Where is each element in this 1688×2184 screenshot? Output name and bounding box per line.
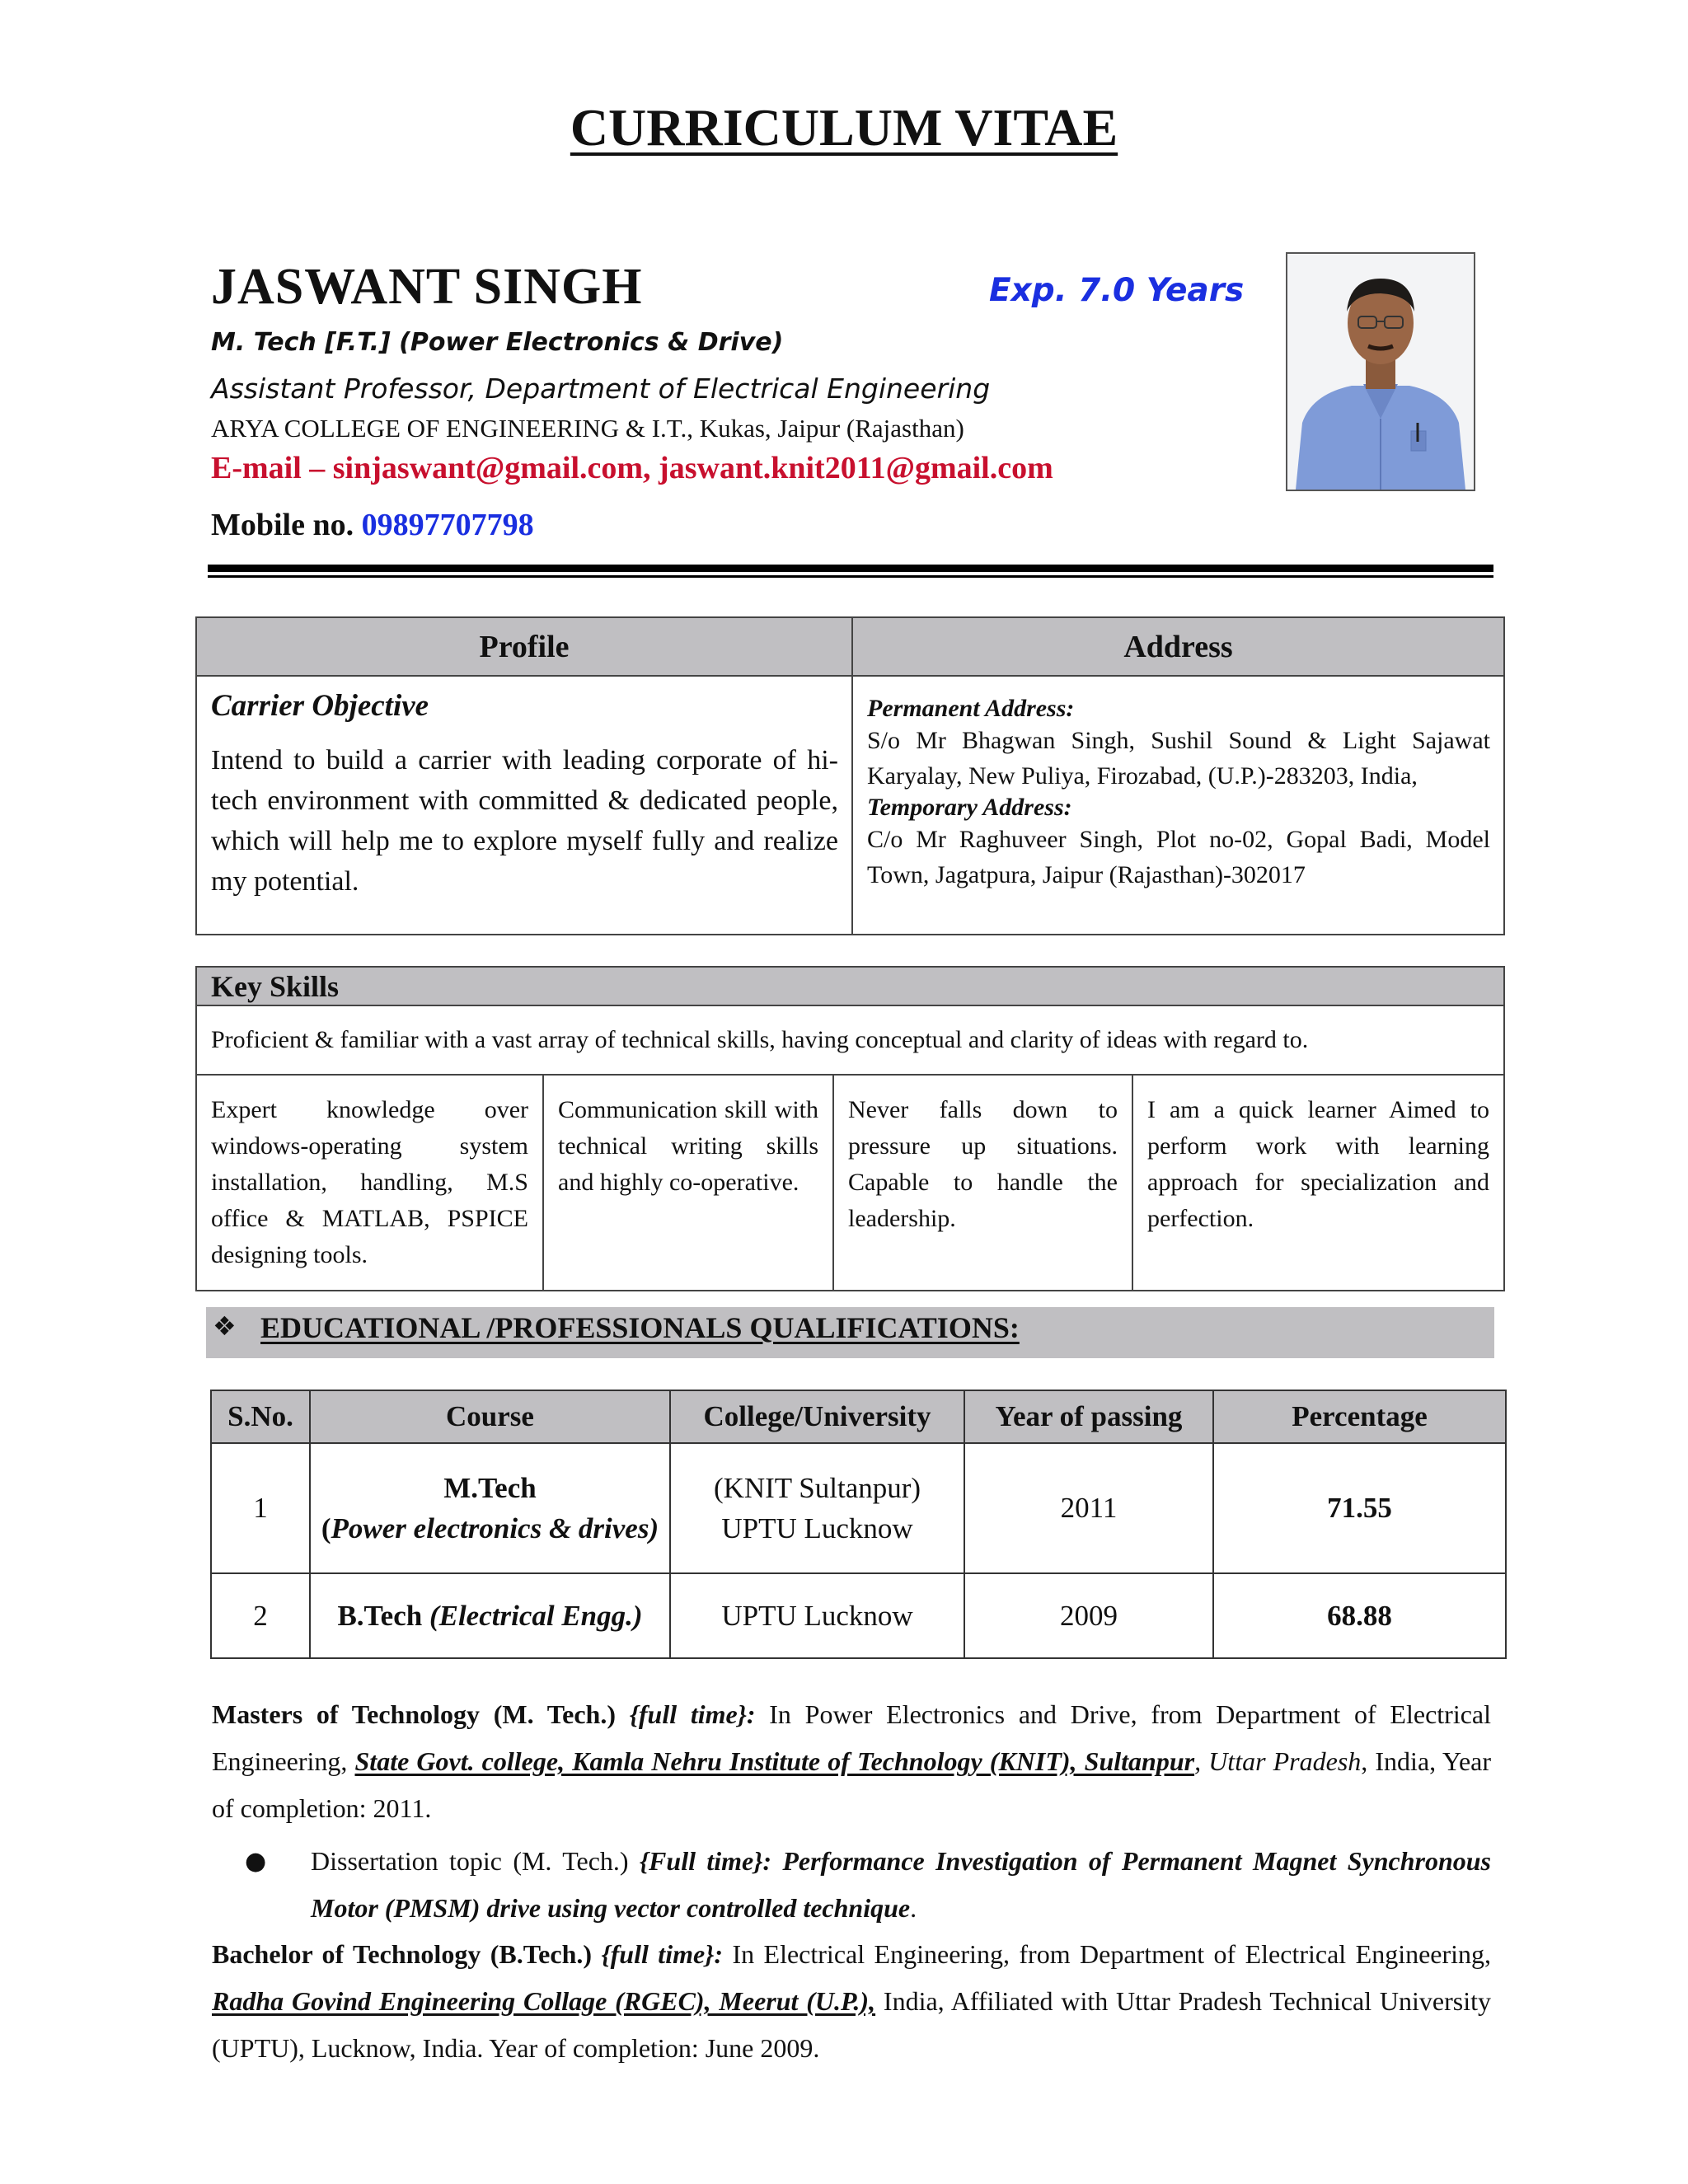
header-divider-thick — [208, 565, 1493, 572]
dissertation-title: {Full time}: Performance Investigation of Permanent Magnet Synchronous Motor (PMSM) drive using vector controlled technique — [311, 1846, 1491, 1923]
degree-line: M. Tech [F.T.] (Power Electronics & Drive) — [211, 328, 784, 357]
header-divider-thin — [208, 575, 1493, 578]
key-skills-intro: Proficient & familiar with a vast array of technical skills, having conceptual and clarity of ideas with regard to. — [196, 1005, 1504, 1075]
list-item — [212, 1838, 1491, 1932]
designation-line: Assistant Professor, Department of Electrical Engineering — [211, 373, 991, 405]
mtech-state: Uttar Pradesh — [1208, 1746, 1362, 1776]
table-row — [211, 1443, 1506, 1573]
course-main: M.Tech — [443, 1472, 537, 1504]
college-cell — [670, 1443, 964, 1573]
portrait-illustration — [1287, 254, 1474, 490]
column-header: S.No. — [211, 1390, 310, 1443]
dissertation-text — [311, 1838, 1491, 1932]
course-main: B.Tech — [337, 1599, 423, 1632]
profile-photo — [1286, 252, 1475, 491]
experience-label: Exp. 7.0 Years — [989, 272, 1245, 309]
course-sub: (Electrical Engg.) — [429, 1599, 643, 1632]
college-cell: UPTU Lucknow — [670, 1573, 964, 1658]
btech-text: In Electrical Engineering, from Department of Electrical Engineering, — [732, 1939, 1492, 1969]
mtech-completion: , India, Year of completion: 2011. — [212, 1746, 1492, 1823]
btech-mode: {full time}: — [601, 1939, 723, 1969]
percentage-cell: 71.55 — [1213, 1443, 1506, 1573]
mtech-mode: {full time}: — [629, 1699, 756, 1729]
education-table — [210, 1390, 1507, 1659]
permanent-address-text: S/o Mr Bhagwan Singh, Sushil Sound & Light Sajawat Karyalay, New Puliya, Firozabad, (U.P.)-283203, India, — [867, 727, 1490, 790]
key-skills-table — [195, 966, 1505, 1291]
objective-title: Carrier Objective — [211, 689, 429, 723]
year-cell: 2011 — [964, 1443, 1213, 1573]
column-header: Percentage — [1213, 1390, 1506, 1443]
dissertation-end: . — [910, 1893, 917, 1923]
skill-item: I am a quick learner Aimed to perform work with learning approach for specialization and perfection. — [1132, 1075, 1504, 1291]
sno-cell: 1 — [211, 1443, 310, 1573]
address-cell — [852, 676, 1504, 935]
course-cell — [310, 1443, 670, 1573]
college-line1: (KNIT Sultanpur) — [713, 1472, 921, 1504]
education-table-header — [211, 1390, 1506, 1443]
diamond-bullet-icon: ❖ — [213, 1310, 237, 1342]
education-section-title: EDUCATIONAL /PROFESSIONALS QUALIFICATIONS: — [260, 1311, 1020, 1344]
table-row — [211, 1573, 1506, 1658]
mobile-number: 09897707798 — [361, 508, 534, 542]
mtech-institute: State Govt. college, Kamla Nehru Institute of Technology (KNIT), Sultanpur — [354, 1746, 1195, 1776]
skill-item: Never falls down to pressure up situations. Capable to handle the leadership. — [833, 1075, 1132, 1291]
candidate-name: JASWANT SINGH — [211, 259, 643, 315]
email-line: E-mail – sinjaswant@gmail.com, jaswant.knit2011@gmail.com — [211, 451, 1053, 485]
column-header: Year of passing — [964, 1390, 1213, 1443]
permanent-address-label: Permanent Address: — [867, 695, 1075, 722]
profile-header: Profile — [196, 617, 852, 676]
temporary-address-label: Temporary Address: — [867, 794, 1072, 821]
btech-heading: Bachelor of Technology (B.Tech.) — [212, 1939, 593, 1969]
mobile-label: Mobile no. — [211, 508, 354, 542]
course-sub: Power electronics & drives) — [331, 1512, 659, 1544]
course-paren: ( — [321, 1512, 331, 1544]
btech-paragraph — [212, 1931, 1491, 2072]
sno-cell: 2 — [211, 1573, 310, 1658]
mobile-line — [211, 507, 534, 543]
year-cell: 2009 — [964, 1573, 1213, 1658]
address-header: Address — [852, 617, 1504, 676]
skill-item: Communication skill with technical writing skills and highly co-operative. — [543, 1075, 833, 1291]
profile-cell — [196, 676, 852, 935]
column-header: College/University — [670, 1390, 964, 1443]
college-line: ARYA COLLEGE OF ENGINEERING & I.T., Kukas, Jaipur (Rajasthan) — [211, 414, 964, 443]
mtech-paragraph — [212, 1691, 1491, 1832]
column-header: Course — [310, 1390, 670, 1443]
college-line2: UPTU Lucknow — [721, 1512, 913, 1544]
btech-institute: Radha Govind Engineering Collage (RGEC), Meerut (U.P.), — [212, 1986, 876, 2016]
skill-item: Expert knowledge over windows-operating system installation, handling, M.S office & MATLAB, PSPICE designing tools. — [196, 1075, 543, 1291]
document-title: CURRICULUM VITAE — [570, 98, 1118, 157]
bullet-icon: ● — [245, 1847, 267, 1876]
course-cell — [310, 1573, 670, 1658]
percentage-cell: 68.88 — [1213, 1573, 1506, 1658]
mtech-separator: , — [1194, 1746, 1202, 1776]
mtech-text: In Power Electronics and Drive, from Department of Electrical Engineering, — [212, 1699, 1492, 1776]
temporary-address-text: C/o Mr Raghuveer Singh, Plot no-02, Gopal Badi, Model Town, Jagatpura, Jaipur (Rajasthan)-302017 — [867, 826, 1490, 888]
profile-address-table — [195, 616, 1505, 935]
mtech-heading: Masters of Technology (M. Tech.) — [212, 1699, 617, 1729]
dissertation-label: Dissertation topic (M. Tech.) — [311, 1846, 629, 1876]
key-skills-header: Key Skills — [196, 967, 1504, 1005]
objective-text: Intend to build a carrier with leading corporate of hi-tech environment with committed & dedicated people, which will help me to explore myself fully and realize my potential. — [211, 745, 838, 897]
btech-completion: India, Affiliated with Uttar Pradesh Technical University (UPTU), Lucknow, India. Year of completion: June 2009. — [212, 1986, 1492, 2063]
